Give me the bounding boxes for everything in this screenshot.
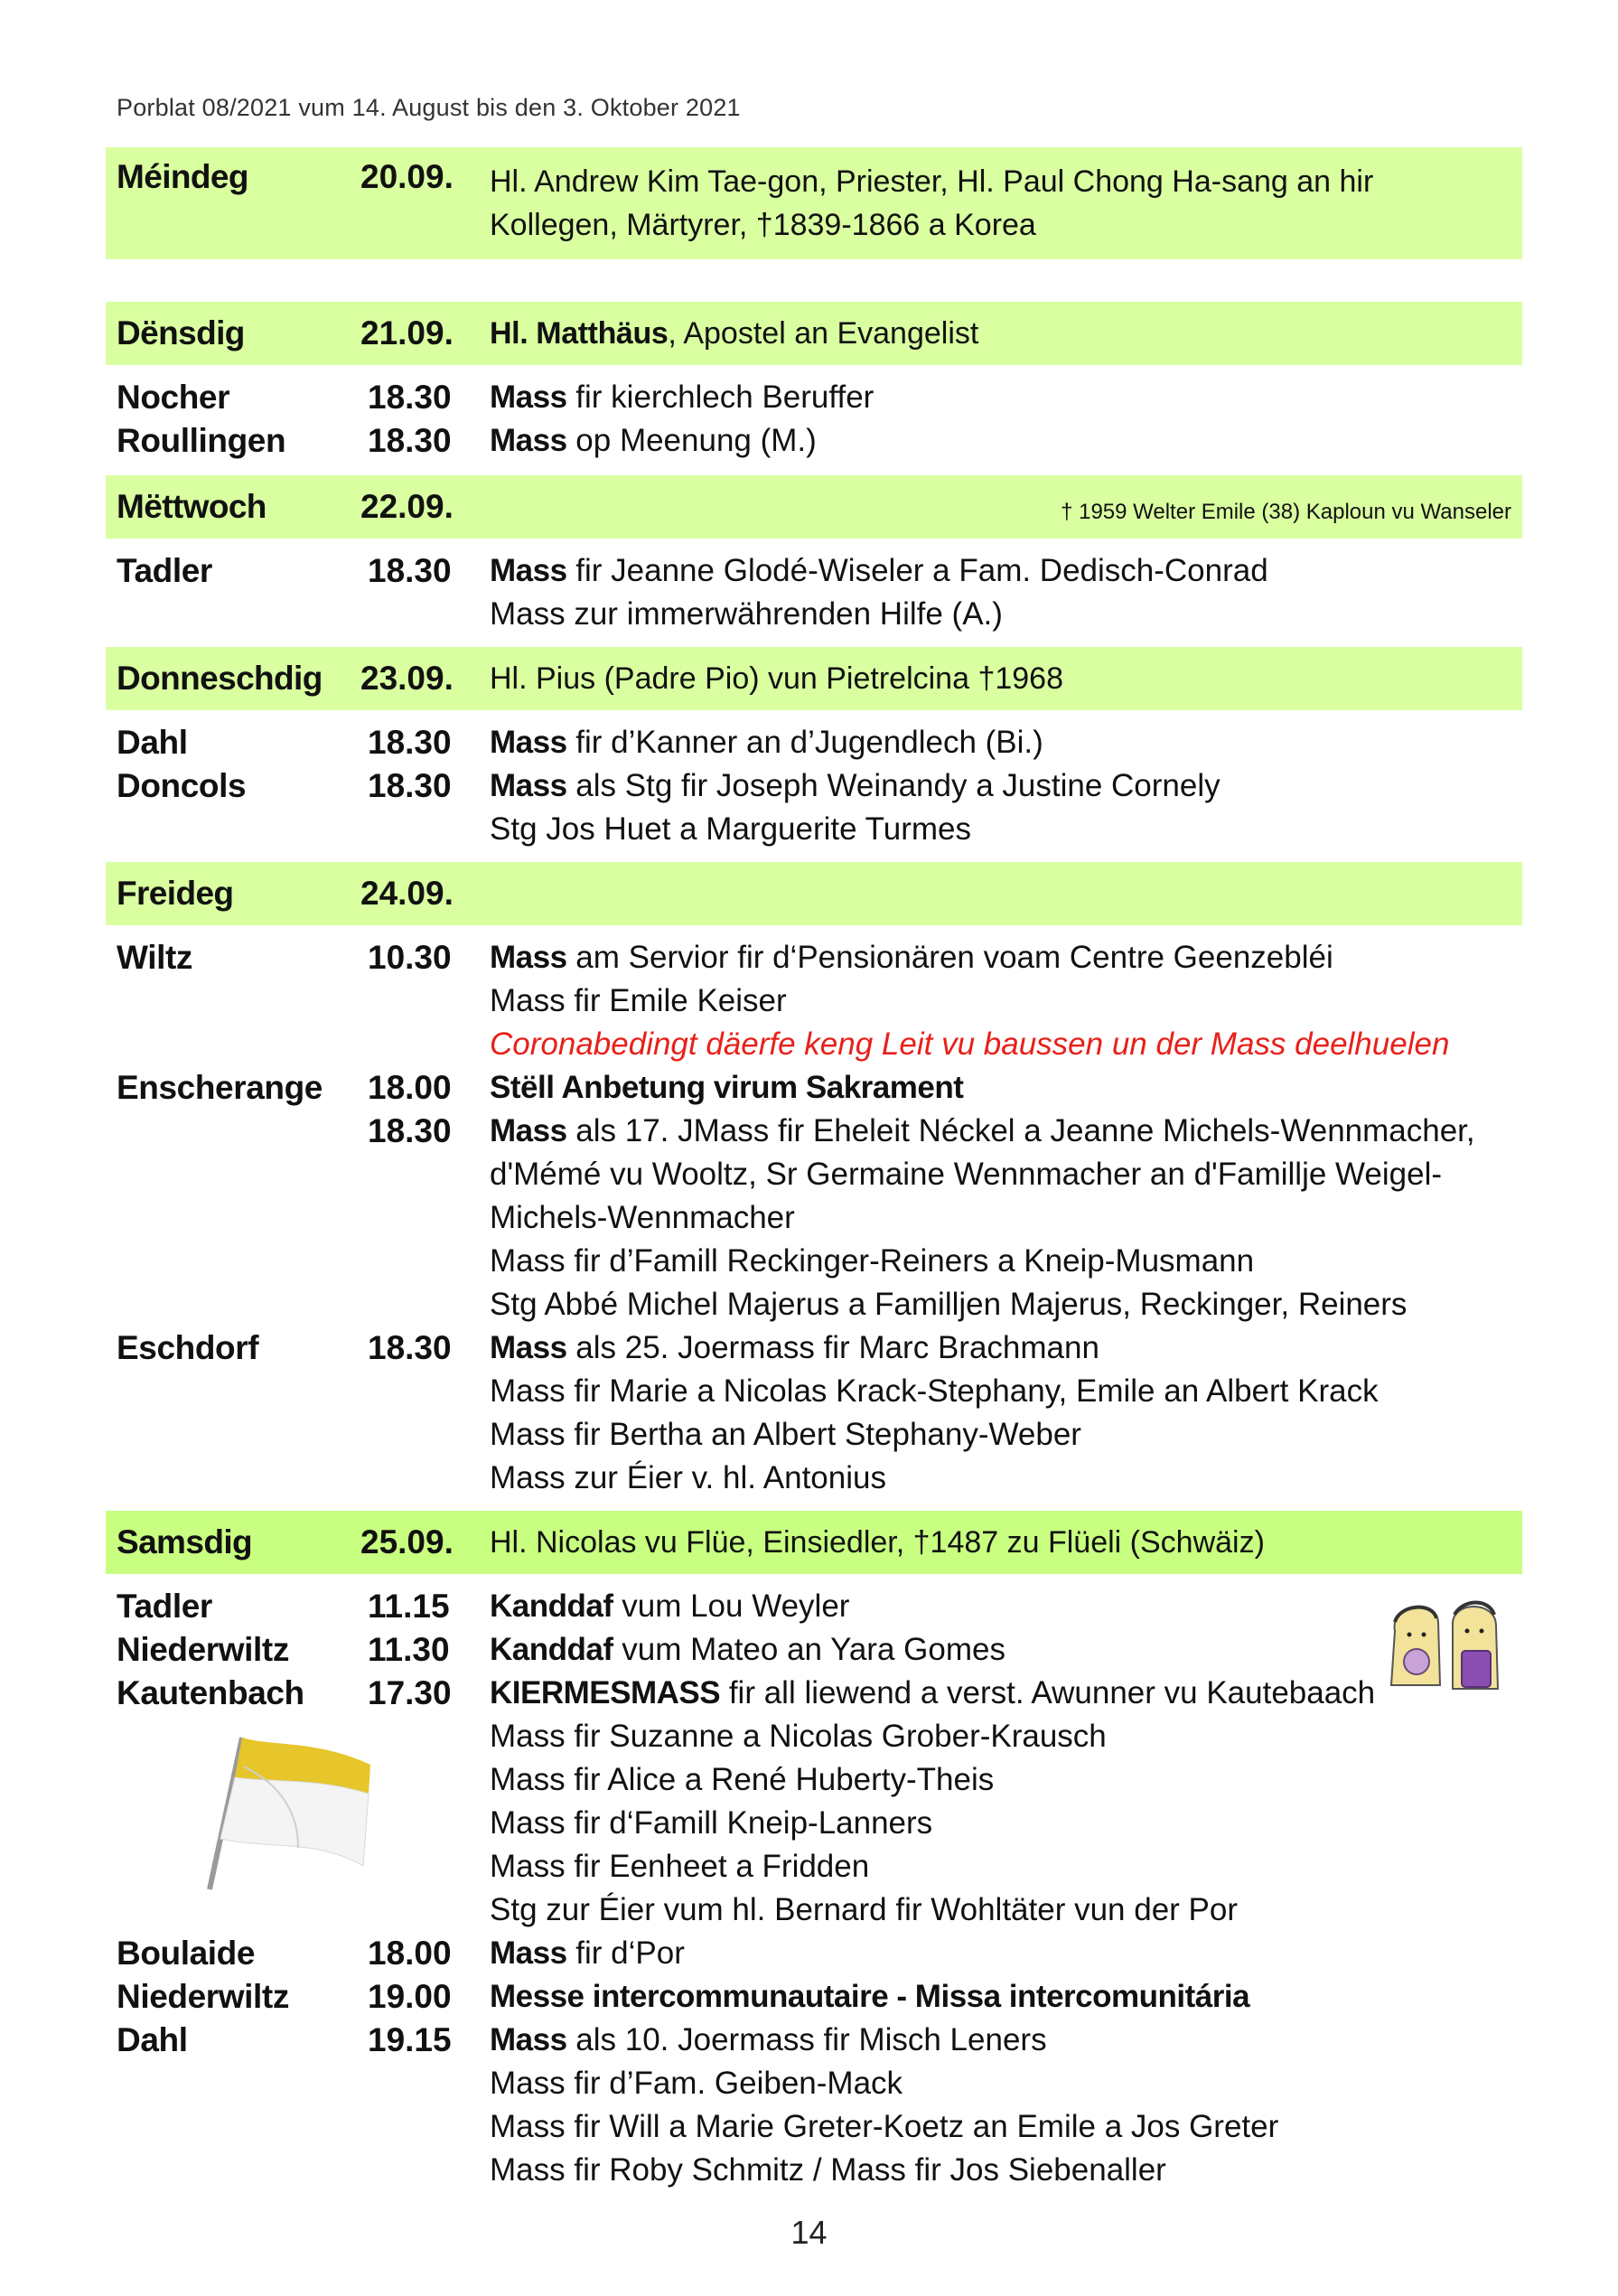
day-date: 22.09. bbox=[360, 488, 454, 525]
day-name: Mëttwoch bbox=[117, 488, 267, 525]
day-header-tuesday bbox=[106, 302, 1522, 365]
day-date: 20.09. bbox=[360, 158, 454, 195]
corona-notice: Coronabedingt däerfe keng Leit vu baussen un der Mass deelhuelen bbox=[490, 1026, 1450, 1062]
time: 18.00 bbox=[368, 1069, 452, 1106]
day-date: 24.09. bbox=[360, 875, 454, 912]
day-note: Hl. Pius (Padre Pio) vun Pietrelcina †1968 bbox=[490, 661, 1063, 696]
page-number: 14 bbox=[790, 2214, 828, 2251]
day-note: Hl. Nicolas vu Flüe, Einsiedler, †1487 zu Flüeli (Schwäiz) bbox=[490, 1525, 1265, 1560]
place: Kautenbach bbox=[117, 1674, 304, 1711]
papal-flag-icon bbox=[163, 1730, 397, 1893]
time: 18.30 bbox=[368, 724, 452, 761]
place: Roullingen bbox=[117, 422, 286, 459]
time: 18.30 bbox=[368, 422, 452, 459]
entry-row: Wiltz 10.30 Mass am Servior fir d‘Pensionären voam Centre Geenzebléi Mass fir Emile Keiser Coronabedingt däerfe keng Leit vu baussen un der Mass deelhuelen bbox=[106, 936, 1522, 1066]
entry-row: Niederwiltz 11.30 Kanddaf vum Mateo an Yara Gomes bbox=[106, 1628, 1522, 1672]
time: 10.30 bbox=[368, 939, 452, 976]
place: Nocher bbox=[117, 379, 230, 416]
day-name: Dënsdig bbox=[117, 314, 245, 351]
place: Wiltz bbox=[117, 939, 192, 976]
place: Niederwiltz bbox=[117, 1631, 289, 1668]
entry-row: Eschdorf 18.30 Mass als 25. Joermass fir Marc Brachmann Mass fir Marie a Nicolas Krack-Stephany, Emile an Albert Krack Mass fir Bertha an Albert Stephany-Weber Mass zur Éier v. hl. Antonius bbox=[106, 1326, 1522, 1500]
baptism-figures-icon bbox=[1382, 1595, 1509, 1694]
day-date: 23.09. bbox=[360, 660, 454, 697]
entry-row: Kautenbach 17.30 KIERMESMASS fir all liewend a verst. Awunner vu Kautebaach Mass fir Suzanne a Nicolas Grober-Krausch Mass fir Alice a René Huberty-Theis Mass fir d‘Famill Kneip-Lanners Mass fir Eenheet a Fridden Stg zur Éier vum hl. Bernard fir Wohltäter vun der Por bbox=[106, 1672, 1522, 1932]
time: 11.15 bbox=[368, 1588, 450, 1625]
entry-row: Roullingen 18.30 Mass op Meenung (M.) bbox=[106, 419, 1522, 463]
day-name: Méindeg bbox=[117, 158, 248, 195]
day-name: Samsdig bbox=[117, 1523, 253, 1560]
time: 11.30 bbox=[368, 1631, 450, 1668]
place: Eschdorf bbox=[117, 1329, 259, 1366]
time: 19.15 bbox=[368, 2021, 452, 2058]
memorial-note: † 1959 Welter Emile (38) Kaploun vu Wanseler bbox=[1061, 500, 1511, 524]
time: 18.30 bbox=[368, 767, 452, 804]
time: 18.30 bbox=[368, 552, 452, 589]
day-note: Hl. Andrew Kim Tae-gon, Priester, Hl. Paul Chong Ha-sang an hir Kollegen, Märtyrer, †1839-1866 a Korea bbox=[490, 164, 1374, 242]
entry-row: Tadler 18.30 Mass fir Jeanne Glodé-Wiseler a Fam. Dedisch-Conrad Mass zur immerwährenden Hilfe (A.) bbox=[106, 549, 1522, 636]
time: 18.30 bbox=[368, 379, 452, 416]
time: 18.00 bbox=[368, 1935, 452, 1972]
place: Doncols bbox=[117, 767, 247, 804]
entry-row: Nocher 18.30 Mass fir kierchlech Beruffer bbox=[106, 376, 1522, 419]
day-date: 25.09. bbox=[360, 1523, 454, 1560]
place: Dahl bbox=[117, 724, 188, 761]
entry-row: Boulaide 18.00 Mass fir d‘Por bbox=[106, 1932, 1522, 1975]
entry-row: Dahl 18.30 Mass fir d’Kanner an d’Jugendlech (Bi.) bbox=[106, 721, 1522, 764]
day-date: 21.09. bbox=[360, 314, 454, 351]
place: Tadler bbox=[117, 1588, 212, 1625]
time: 18.30 bbox=[368, 1112, 452, 1149]
time: 19.00 bbox=[368, 1978, 452, 2015]
entry-row: Tadler 11.15 Kanddaf vum Lou Weyler bbox=[106, 1585, 1522, 1628]
page-header: Porblat 08/2021 vum 14. August bis den 3. Oktober 2021 bbox=[117, 94, 741, 121]
place: Tadler bbox=[117, 552, 212, 589]
place: Niederwiltz bbox=[117, 1978, 289, 2015]
place: Boulaide bbox=[117, 1935, 256, 1972]
time: 17.30 bbox=[368, 1674, 452, 1711]
day-header-thursday bbox=[106, 647, 1522, 710]
figure-left bbox=[1391, 1607, 1440, 1685]
entry-row: Enscherange 18.00 18.30 Stëll Anbetung virum Sakrament Mass als 17. JMass fir Eheleit Néckel a Jeanne Michels-Wennmacher, d'Mémé vu Wooltz, Sr Germaine Wennmacher an d'Famillje Weigel- Michels-Wennmacher Mass fir d’Famill Reckinger-Reiners a Kneip-Musmann Stg Abbé Michel Majerus a Familljen Majerus, Reckinger, Reiners bbox=[106, 1066, 1522, 1326]
day-header-saturday bbox=[106, 1511, 1522, 1574]
day-note: Hl. Matthäus, Apostel an Evangelist bbox=[490, 316, 979, 351]
day-header-wednesday bbox=[106, 475, 1522, 539]
day-header-monday bbox=[106, 147, 1522, 259]
entry-row: Niederwiltz 19.00 Messe intercommunautaire - Missa intercomunitária bbox=[106, 1975, 1522, 2019]
entry-row: Dahl 19.15 Mass als 10. Joermass fir Misch Leners Mass fir d’Fam. Geiben-Mack Mass fir Will a Marie Greter-Koetz an Emile a Jos Greter Mass fir Roby Schmitz / Mass fir Jos Siebenaller bbox=[106, 2019, 1522, 2192]
place: Enscherange bbox=[117, 1069, 323, 1106]
day-header-friday bbox=[106, 862, 1522, 925]
figure-right bbox=[1453, 1603, 1498, 1690]
entry-row: Doncols 18.30 Mass als Stg fir Joseph Weinandy a Justine Cornely Stg Jos Huet a Marguerite Turmes bbox=[106, 764, 1522, 851]
day-name: Donneschdig bbox=[117, 660, 323, 697]
place: Dahl bbox=[117, 2021, 188, 2058]
time: 18.30 bbox=[368, 1329, 452, 1366]
day-name: Freideg bbox=[117, 875, 234, 912]
